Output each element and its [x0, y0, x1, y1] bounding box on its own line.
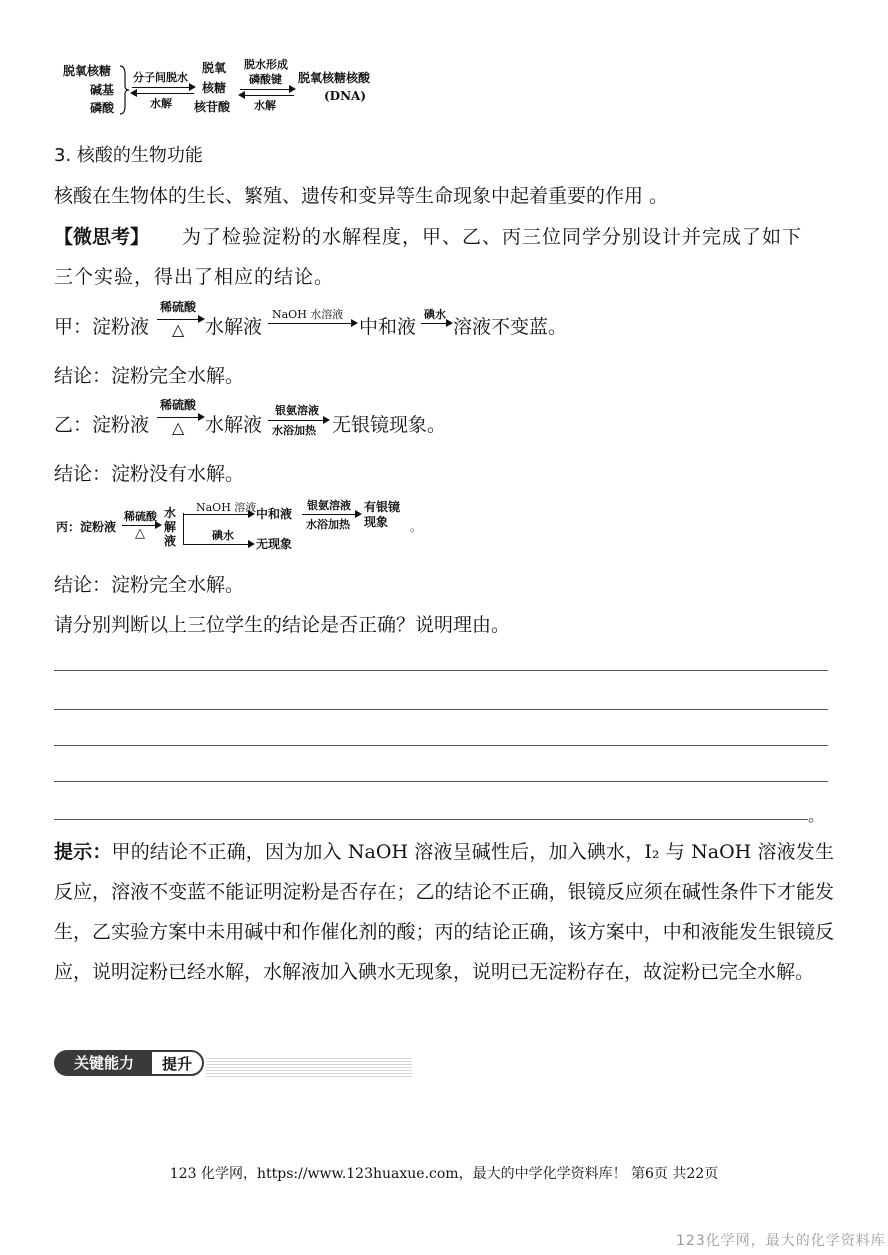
think-text-line1: 为了检验淀粉的水解程度，甲、乙、丙三位同学分别设计并完成了如下	[182, 226, 803, 248]
reactant-phosphate: 磷酸	[90, 101, 115, 115]
bing-final-1: 有银镜	[364, 500, 401, 514]
jia-result: 溶液不变蓝。	[453, 316, 568, 338]
hint-paragraph	[54, 832, 834, 992]
bing-upper-condition: 水浴加热	[306, 518, 350, 531]
bing-end-mark: 。	[410, 520, 423, 534]
intermediate-line1: 脱氧	[202, 61, 227, 75]
intermediate-line3: 核苷酸	[194, 100, 231, 114]
brace-icon	[118, 64, 130, 116]
answer-line[interactable]	[54, 709, 828, 710]
reactant-deoxyribose: 脱氧核糖	[63, 64, 112, 78]
yi-product1: 水解液	[205, 414, 263, 436]
jia-product2: 中和液	[359, 316, 417, 338]
bing-conclusion: 结论：淀粉完全水解。	[54, 574, 245, 596]
jia-conclusion: 结论：淀粉完全水解。	[54, 365, 245, 387]
hint-label: 提示：	[54, 841, 112, 863]
product-dna-name: 脱氧核糖核酸	[298, 71, 371, 85]
section-badge-right: 提升	[150, 1050, 204, 1076]
jia-reagent3: 碘水	[424, 308, 446, 321]
bing-hydrolysate-3: 液	[164, 534, 177, 548]
jia-product1: 水解液	[205, 316, 263, 338]
reactant-base: 碱基	[90, 83, 115, 97]
reaction-arrow	[421, 323, 451, 324]
bing-upper-product: 中和液	[256, 507, 293, 521]
badge-decoration	[206, 1057, 412, 1077]
section-badge-left: 关键能力	[54, 1050, 154, 1076]
think-label: 【微思考】	[54, 226, 150, 248]
step1-condition: 分子间脱水	[133, 71, 188, 84]
answer-line[interactable]	[54, 781, 828, 782]
product-dna-abbr: (DNA)	[324, 89, 367, 103]
reaction-arrow	[183, 544, 253, 545]
bing-upper-reagent2: 银氨溶液	[307, 499, 351, 512]
bing-hydrolysate-2: 解	[164, 520, 177, 534]
page-footer: 123 化学网，https://www.123huaxue.com，最大的中学化学资料库！ 第6页 共22页	[169, 1166, 719, 1182]
yi-start: 乙：淀粉液	[54, 414, 150, 436]
answer-line[interactable]	[54, 745, 828, 746]
bing-start: 丙：淀粉液	[56, 520, 117, 534]
heat-symbol: △	[135, 526, 145, 541]
bing-lower-product: 无现象	[256, 537, 293, 551]
jia-start: 甲：淀粉液	[54, 316, 150, 338]
section-heading: 3. 核酸的生物功能	[54, 145, 203, 166]
hint-text: 甲的结论不正确，因为加入 NaOH 溶液呈碱性后，加入碘水，I₂ 与 NaOH 溶液发生反应，溶液不变蓝不能证明淀粉是否存在；乙的结论不正确，银镜反应须在碱性条件下才能发生，乙实验方案中未用碱中和作催化剂的酸；丙的结论正确，该方案中，中和液能发生银镜反应，说明淀粉已经水解，水解液加入碘水无现象，说明已无淀粉存在，故淀粉已完全水解。	[54, 841, 834, 983]
reverse-arrow	[240, 95, 294, 96]
forward-arrow	[240, 89, 294, 90]
reverse-arrow	[132, 93, 194, 94]
reaction-arrow	[268, 420, 328, 421]
reaction-arrow	[268, 323, 356, 324]
intermediate-line2: 核糖	[202, 81, 227, 95]
yi-result: 无银镜现象。	[332, 414, 447, 436]
reaction-arrow	[183, 514, 253, 515]
section-body: 核酸在生物体的生长、繁殖、遗传和变异等生命现象中起着重要的作用 。	[54, 185, 669, 207]
branch-connector	[183, 513, 184, 545]
reaction-arrow	[302, 514, 360, 515]
jia-reagent1: 稀硫酸	[160, 300, 197, 314]
question-text: 请分别判断以上三位学生的结论是否正确？说明理由。	[54, 614, 511, 636]
jia-reagent2: NaOH 水溶液	[272, 308, 344, 321]
yi-condition2: 水浴加热	[272, 424, 316, 437]
heat-symbol: △	[172, 418, 185, 437]
answer-line[interactable]	[54, 670, 828, 671]
bing-final-2: 现象	[364, 515, 389, 529]
yi-reagent2: 银氨溶液	[275, 404, 319, 417]
yi-reagent1: 稀硫酸	[160, 398, 197, 412]
bing-lower-reagent: 碘水	[212, 529, 234, 542]
heat-symbol: △	[172, 320, 185, 339]
bing-upper-reagent: NaOH 溶液	[196, 501, 257, 514]
answer-line[interactable]	[54, 819, 808, 820]
step2-condition-2: 磷酸键	[249, 73, 282, 86]
step2-reverse: 水解	[254, 99, 276, 112]
watermark: 123化学网，最大的化学资料库	[676, 1233, 886, 1249]
forward-arrow	[132, 87, 194, 88]
bing-hydrolysate-1: 水	[164, 506, 177, 520]
think-text-line2: 三个实验，得出了相应的结论。	[54, 266, 335, 288]
bing-reagent1: 稀硫酸	[124, 510, 157, 523]
step1-reverse: 水解	[150, 97, 172, 110]
yi-conclusion: 结论：淀粉没有水解。	[54, 463, 245, 485]
step2-condition-1: 脱水形成	[244, 58, 288, 71]
answer-end-mark: 。	[808, 806, 825, 825]
